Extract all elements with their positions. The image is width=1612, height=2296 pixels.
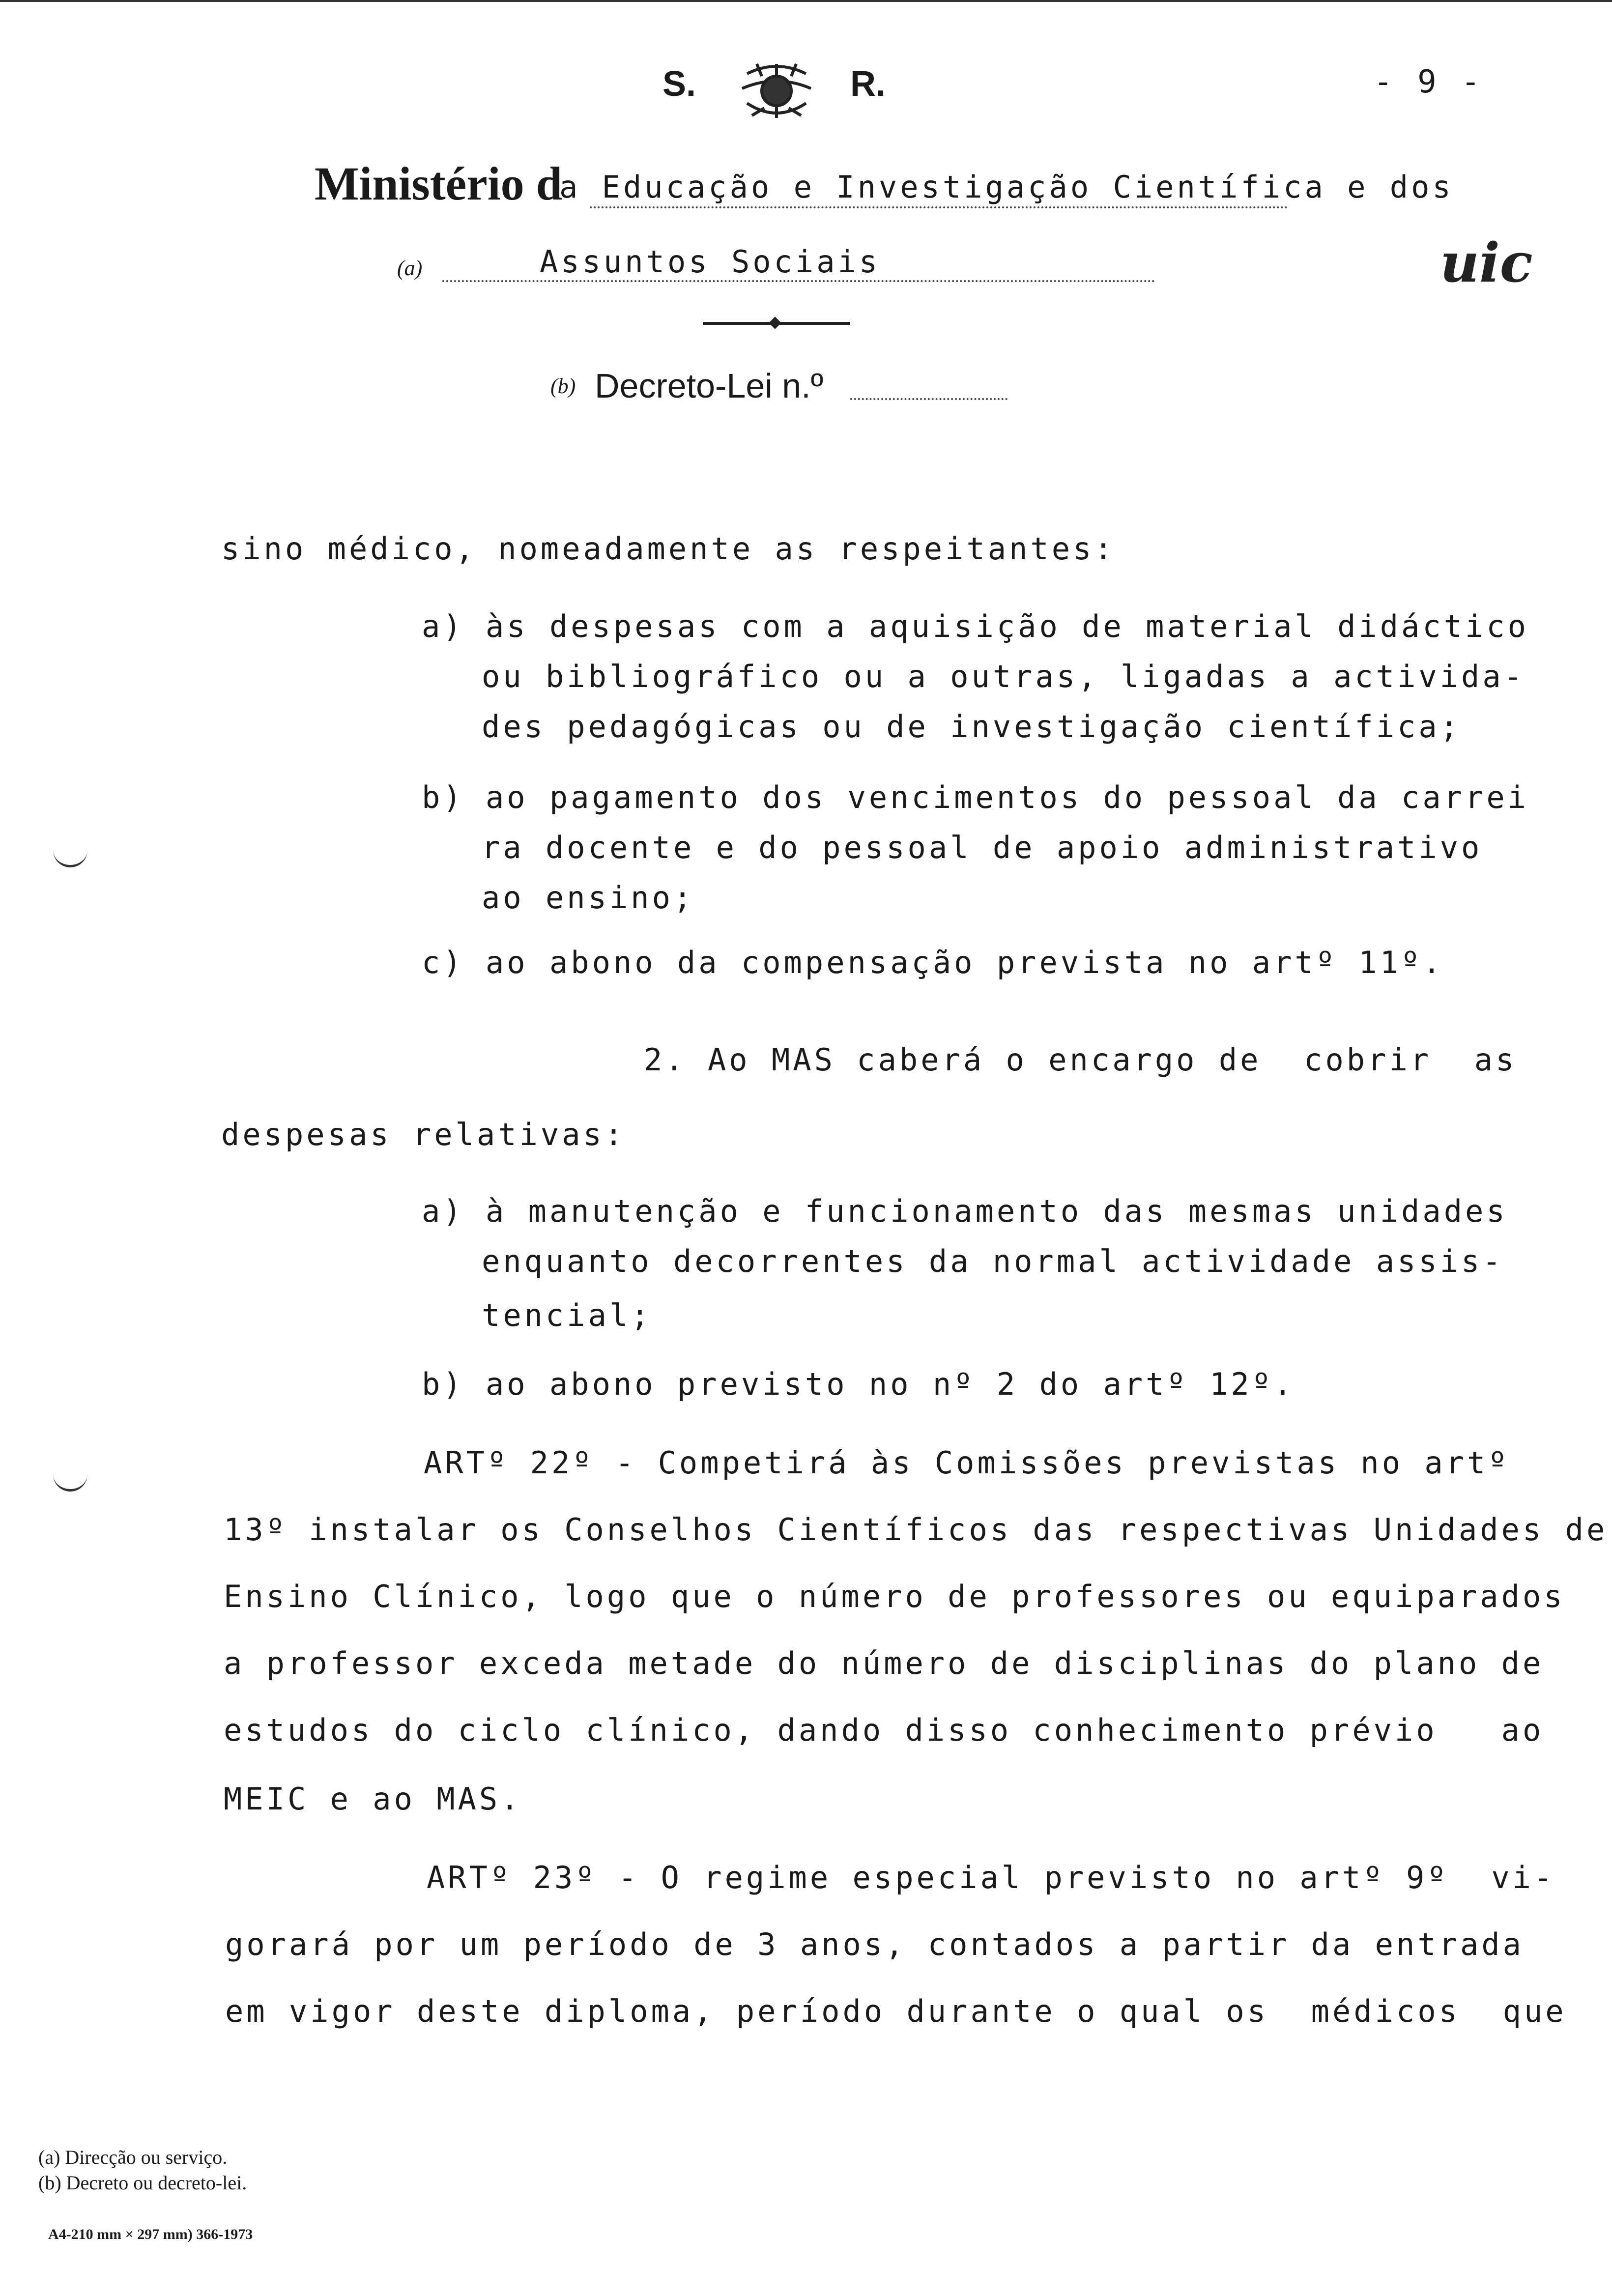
body-line: ARTº 22º - Competirá às Comissões previstas no artº: [424, 1445, 1510, 1481]
body-line: estudos do ciclo clínico, dando disso conhecimento prévio ao: [224, 1712, 1544, 1748]
body-line: Ensino Clínico, logo que o número de professores ou equiparados: [224, 1578, 1565, 1614]
decree-label: Decreto-Lei n.º: [595, 367, 824, 405]
binder-hole-mark: [53, 1469, 87, 1492]
body-line: tencial;: [482, 1297, 652, 1333]
body-line: ra docente e do pessoal de apoio administrativo: [482, 830, 1483, 865]
body-line: sino médico, nomeadamente as respeitantes:: [221, 531, 1116, 567]
label-a: (a): [397, 256, 423, 280]
header-left-letter: S.: [662, 64, 696, 104]
footnote-b: (b) Decreto ou decreto-lei.: [38, 2172, 247, 2194]
binder-hole-mark: [53, 845, 87, 867]
body-line: ao ensino;: [482, 880, 695, 916]
form-code: A4-210 mm × 297 mm) 366-1973: [48, 2226, 253, 2242]
body-line: des pedagógicas ou de investigação científica;: [482, 709, 1462, 745]
page-number: - 9 -: [1374, 64, 1483, 100]
body-line: ARTº 23º - O regime especial previsto no artº 9º vi-: [427, 1860, 1555, 1895]
body-line: 2. Ao MAS caberá o encargo de cobrir as: [644, 1042, 1517, 1078]
body-line: c) ao abono da compensação prevista no artº 11º.: [422, 945, 1444, 980]
body-line: despesas relativas:: [221, 1117, 626, 1152]
body-line: enquanto decorrentes da normal actividade assis-: [482, 1243, 1504, 1279]
top-border-line: [0, 0, 1612, 2]
header-divider-diamond: [769, 316, 781, 329]
body-line: a) à manutenção e funcionamento das mesmas unidades: [422, 1193, 1508, 1229]
header-right-letter: R.: [850, 64, 886, 104]
ministry-line-2-underline: [442, 280, 1155, 282]
decree-underline: [850, 398, 1008, 400]
body-line: a) às despesas com a aquisição de material didáctico: [422, 608, 1529, 644]
body-line: b) ao abono previsto no nº 2 do artº 12º.: [422, 1366, 1295, 1402]
ministry-line-1: a Educação e Investigação Científica e dos: [559, 169, 1454, 205]
body-line: b) ao pagamento dos vencimentos do pessoal da carrei: [422, 779, 1529, 815]
body-line: gorará por um período de 3 anos, contados a partir da entrada: [225, 1926, 1524, 1962]
ministry-prefix: Ministério d: [315, 157, 562, 210]
label-b: (b): [550, 374, 576, 398]
footnote-a: (a) Direcção ou serviço.: [38, 2146, 228, 2168]
body-line: a professor exceda metade do número de disciplinas do plano de: [224, 1645, 1544, 1681]
handwritten-initials: uic: [1440, 231, 1533, 294]
body-line: em vigor deste diploma, período durante o qual os médicos que: [225, 1993, 1567, 2029]
body-line: MEIC e ao MAS.: [224, 1781, 522, 1817]
body-line: 13º instalar os Conselhos Científicos das respectivas Unidades de: [224, 1512, 1608, 1548]
body-line: ou bibliográfico ou a outras, ligadas a activida-: [482, 659, 1526, 694]
ministry-line-2: Assuntos Sociais: [540, 244, 881, 280]
coat-of-arms-icon: [727, 54, 826, 128]
ministry-line-1-underline: [590, 206, 1288, 208]
